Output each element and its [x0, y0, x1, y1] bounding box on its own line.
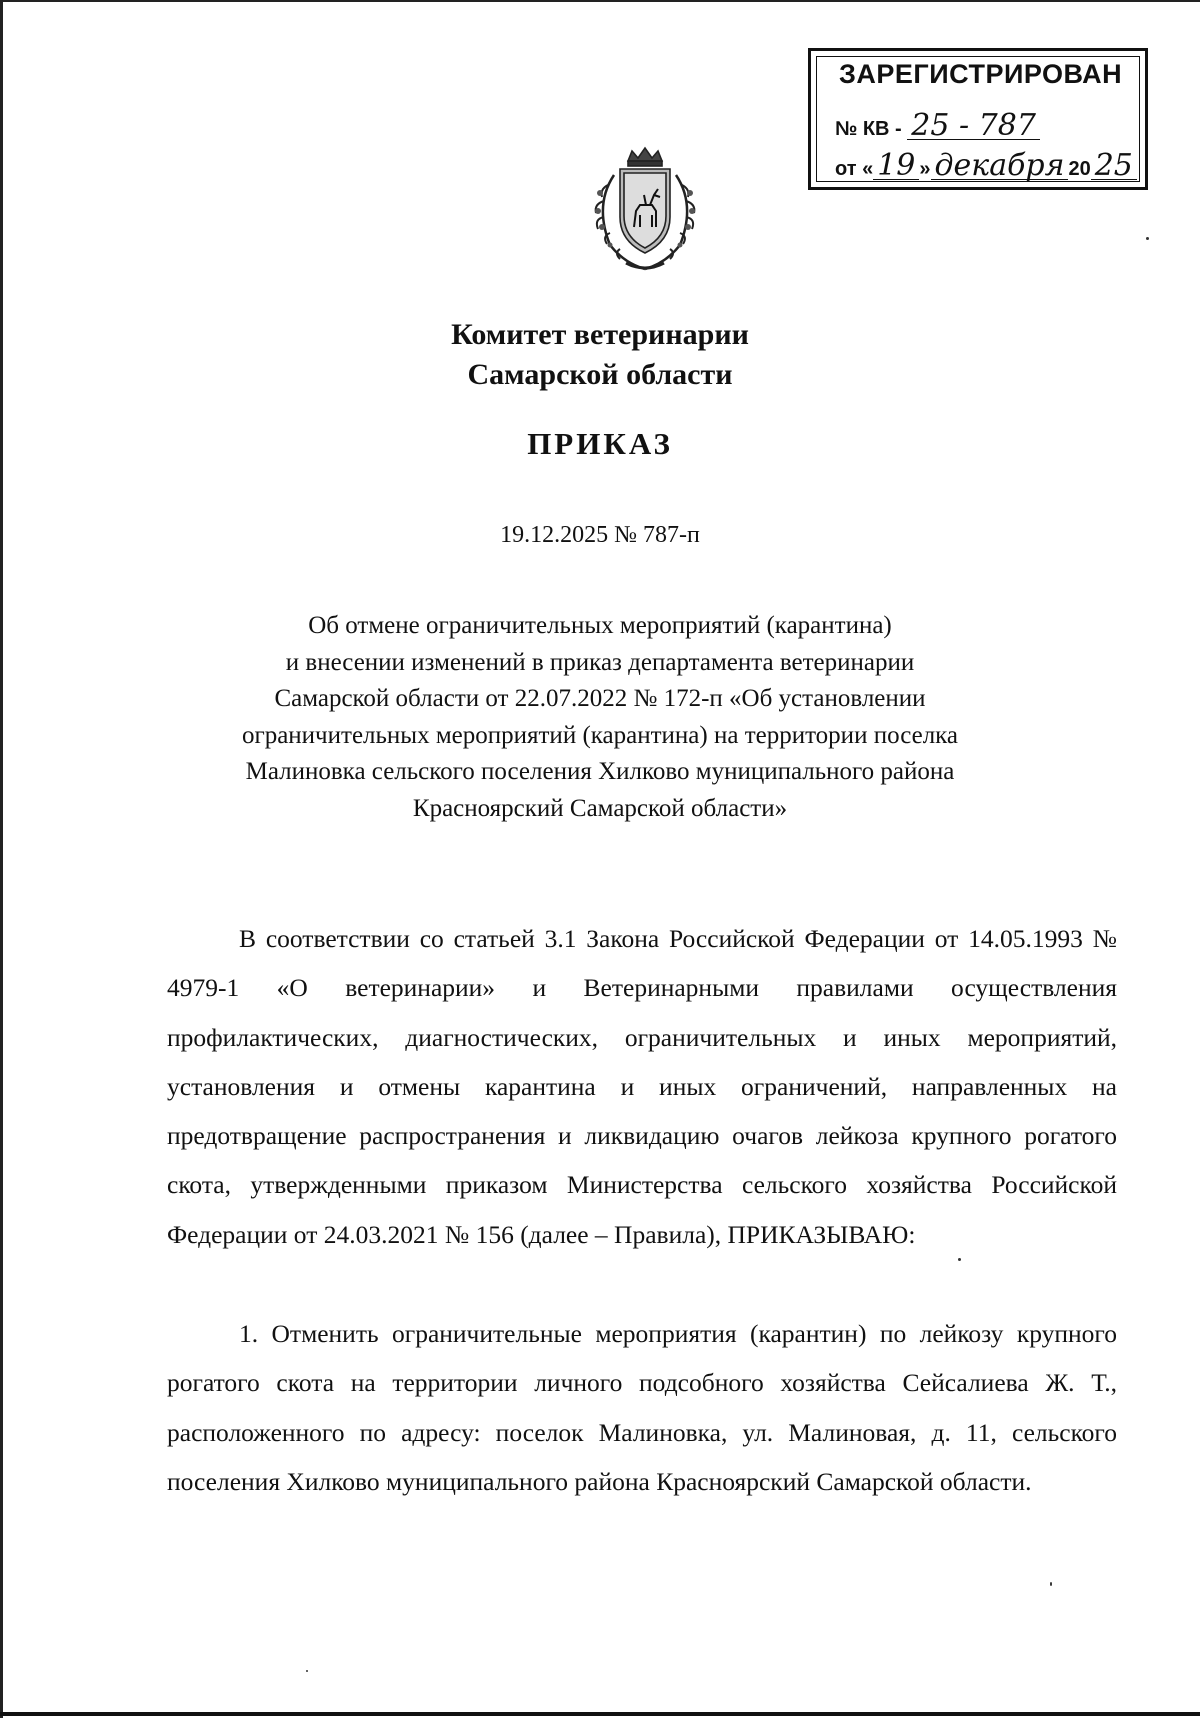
subject-line: Красноярский Самарской области» [412, 794, 788, 822]
registration-date-line [835, 148, 1137, 183]
scan-speck [1050, 1582, 1052, 1586]
registration-number-line [835, 108, 1040, 143]
registration-stamp-title: ЗАРЕГИСТРИРОВАН [839, 59, 1123, 89]
document-date-number: 19.12.2025 № 787-п [500, 522, 700, 548]
registration-year-printed: 20 [1068, 158, 1091, 180]
registration-year-handwritten: 25 [1091, 153, 1137, 180]
scan-left-edge [0, 0, 3, 1718]
subject-line: ограничительных мероприятий (карантина) на территории поселка [241, 721, 959, 749]
document-type: ПРИКАЗ [527, 426, 673, 461]
organization-name-line1: Комитет ветеринарии [451, 318, 749, 351]
registration-number-handwritten: 25 - 787 [907, 113, 1040, 140]
subject-line: Об отмене ограничительных мероприятий (карантина) [308, 612, 892, 639]
organization-name [0, 315, 1200, 395]
scan-speck [306, 1670, 308, 1672]
subject-line: Самарской области от 22.07.2022 № 172-п «Об установлении [274, 685, 926, 712]
registration-stamp [808, 48, 1148, 190]
registration-date-quote: » [919, 158, 931, 180]
scan-speck [1146, 237, 1149, 240]
registration-date-label: от « [835, 158, 874, 180]
preamble-paragraph: В соответствии со статьей 3.1 Закона Российской Федерации от 14.05.1993 № 4979-1 «О ветеринарии» и Ветеринарными правилами осуществления профилактических, диагностических, ограничительных и иных мероприятий, установления и отмены карантина и иных ограничений, направленных на предотвращение распространения и ликвидацию очагов лейкоза крупного рогатого скота, утвержденными приказом Министерства сельского хозяйства Российской Федерации от 24.03.2021 № 156 (далее – Правила), ПРИКАЗЫВАЮ: [167, 924, 1117, 1249]
registration-number-label: № КВ - [835, 118, 902, 140]
registration-day-handwritten: 19 [873, 153, 919, 180]
item-1-paragraph-block [167, 1309, 1117, 1506]
subject-line: и внесении изменений в приказ департамента ветеринарии [285, 648, 915, 676]
item-1-paragraph: 1. Отменить ограничительные мероприятия (карантин) по лейкозу крупного рогатого скота на территории личного подсобного хозяйства Сейсалиева Ж. Т., расположенного по адресу: поселок Малиновка, ул. Малиновая, д. 11, сельского поселения Хилково муниципального района Красноярский Самарской области. [167, 1319, 1117, 1496]
document-subject [0, 608, 1200, 827]
preamble-paragraph-block [167, 914, 1117, 1259]
scan-top-edge [0, 0, 1200, 2]
registration-month-handwritten: декабря [931, 153, 1069, 180]
subject-line: Малиновка сельского поселения Хилково муниципального района [245, 758, 955, 785]
scan-bottom-edge [0, 1712, 1200, 1716]
organization-name-line2: Самарской области [467, 358, 733, 391]
samara-coat-of-arms-icon [570, 145, 720, 275]
scan-speck [958, 1258, 961, 1261]
